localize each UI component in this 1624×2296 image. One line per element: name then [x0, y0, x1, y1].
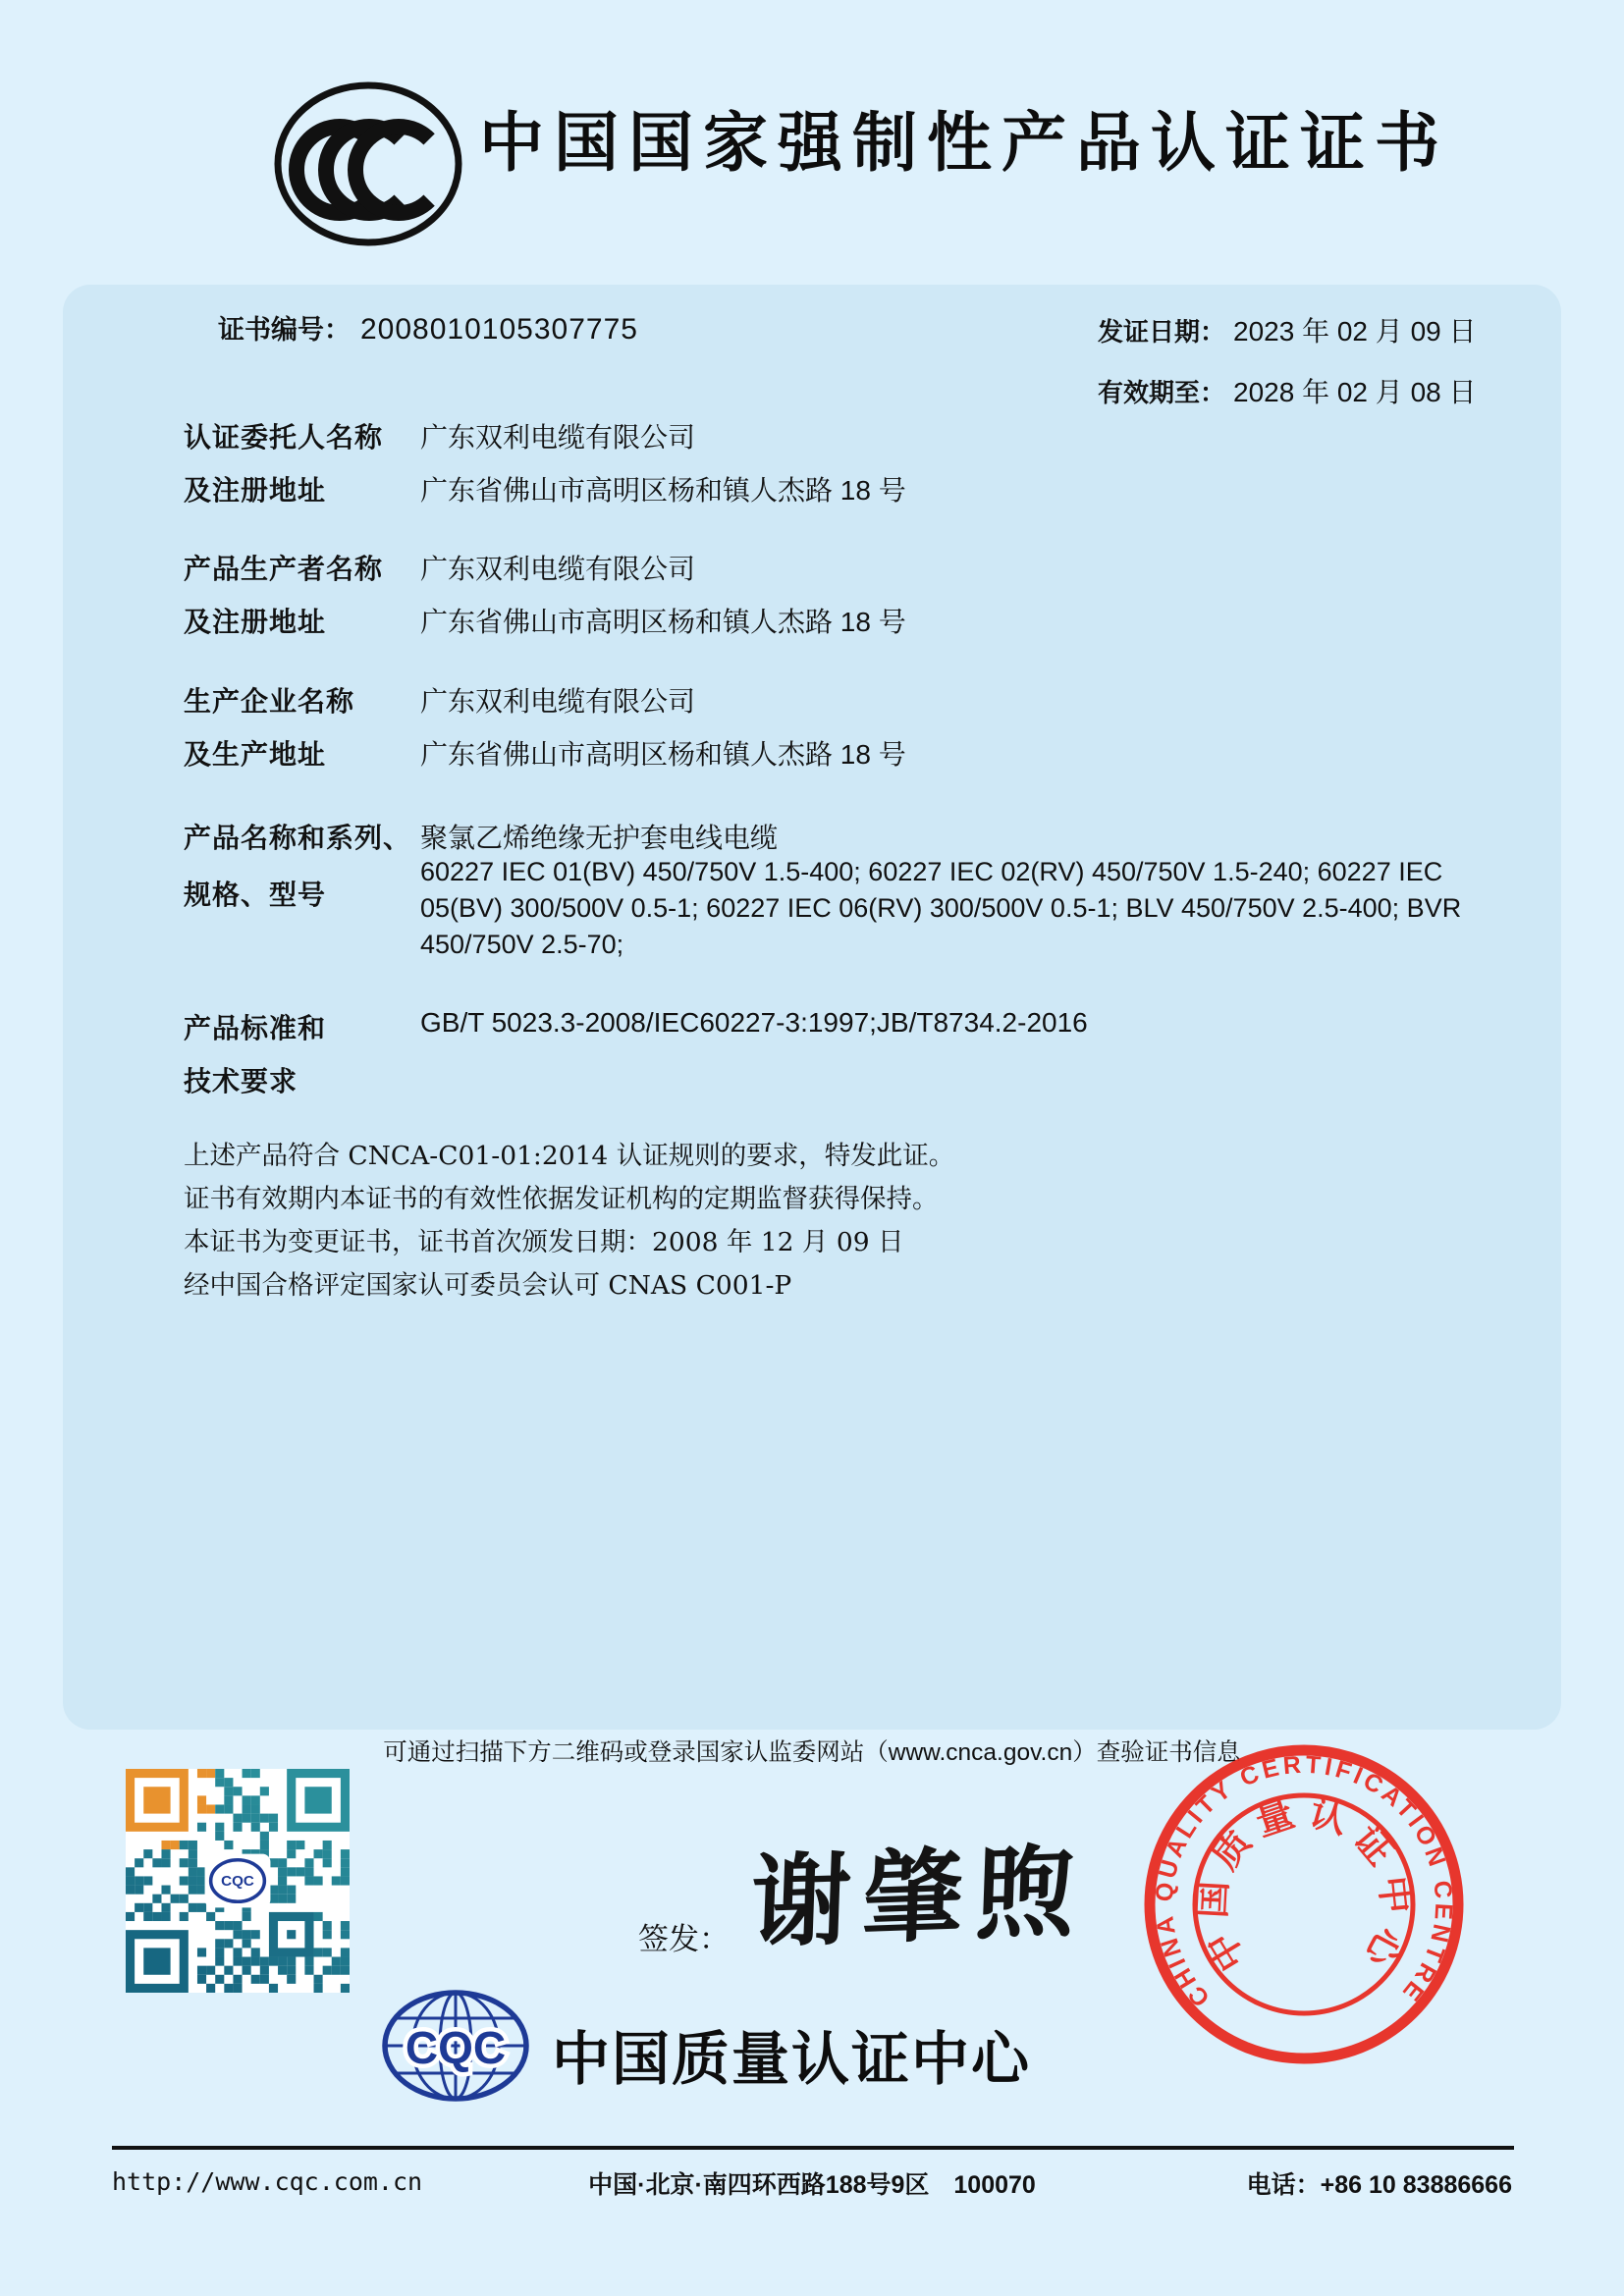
footer-website: http://www.cqc.com.cn: [112, 2167, 423, 2196]
field-row-product: [184, 817, 1578, 993]
ccc-mark-icon: [271, 79, 465, 249]
field-label: 规格、型号: [184, 880, 327, 910]
field-label: 及注册地址: [184, 607, 327, 637]
field-label: 产品生产者名称: [184, 554, 384, 584]
certificate-number-label: 证书编号：: [218, 315, 351, 346]
certificate-dates: [1098, 310, 1477, 410]
signature: 谢肇煦: [748, 1832, 1089, 1963]
svg-text:CQC: CQC: [221, 1873, 254, 1891]
valid-until-label: 有效期至：: [1098, 379, 1226, 408]
statement-line: 上述产品符合 CNCA-C01-01:2014 认证规则的要求，特发此证。: [184, 1141, 955, 1171]
field-row-standards: [184, 1007, 1578, 1115]
issue-date-row: [1098, 310, 1477, 349]
certificate-title: 中国国家强制性产品认证证书: [479, 106, 1449, 179]
issue-date-value: 2023 年 02 月 09 日: [1233, 316, 1477, 347]
valid-until-value: 2028 年 02 月 08 日: [1233, 377, 1477, 407]
field-row-manufacturer: [184, 548, 1578, 656]
field-value: 聚氯乙烯绝缘无护套电线电缆: [420, 823, 779, 853]
field-row-factory: [184, 680, 1578, 788]
certificate-number-row: [218, 308, 638, 347]
field-label: 及注册地址: [184, 475, 327, 506]
certificate-number-value: 2008010105307775: [360, 313, 638, 346]
field-label: 产品标准和: [184, 1013, 327, 1043]
issue-date-label: 发证日期：: [1098, 318, 1226, 347]
cqc-red-stamp: [1135, 1735, 1473, 2073]
field-value: 广东双利电缆有限公司: [420, 686, 696, 717]
field-label: 生产企业名称: [184, 686, 355, 717]
qr-verification-note: 可通过扫描下方二维码或登录国家认监委网站（www.cnca.gov.cn）查验证书信息: [383, 1739, 1241, 1766]
svg-text:中国质量认证中心: [1192, 1792, 1416, 1978]
statements-block: [184, 1135, 954, 1308]
field-label: 技术要求: [184, 1066, 298, 1096]
field-label: 及生产地址: [184, 739, 327, 770]
signed-by-label: 签发：: [638, 1922, 730, 1957]
field-value: 广东省佛山市高明区杨和镇人杰路 18 号: [420, 739, 906, 770]
footer-phone: 电话：+86 10 83886666: [1246, 2171, 1512, 2199]
stamp-ring-text: CHINA QUALITY CERTIFICATION CENTRE: [1150, 1750, 1458, 2012]
verification-qr-code: [126, 1769, 350, 1993]
field-row-applicant: [184, 416, 1578, 524]
valid-until-row: [1098, 371, 1477, 410]
statement-line: 证书有效期内本证书的有效性依据发证机构的定期监督获得保持。: [184, 1184, 939, 1214]
statement-line: 经中国合格评定国家认可委员会认可 CNAS C001-P: [184, 1270, 792, 1301]
footer-address: 中国·北京·南四环西路188号9区 100070: [588, 2171, 1036, 2199]
certificate-body-panel: [63, 285, 1561, 1730]
field-label: 产品名称和系列、: [184, 823, 412, 853]
footer-divider: [112, 2146, 1514, 2150]
cqc-globe-icon: [381, 1989, 530, 2103]
cqc-org-name: 中国质量认证中心: [552, 2027, 1032, 2092]
field-value: 广东双利电缆有限公司: [420, 422, 696, 453]
field-value-models: 60227 IEC 01(BV) 450/750V 1.5-400; 60227 IEC 02(RV) 450/750V 1.5-240; 60227 IEC 05(BV) 300/500V 0.5-1; 60227 IEC 06(RV) 300/500V 0.5-1; BLV 450/750V 2.5-400; BVR 450/750V 2.5-70;: [420, 857, 1462, 959]
field-value: 广东双利电缆有限公司: [420, 554, 696, 584]
cqc-acronym: CQC: [405, 2022, 507, 2073]
field-label: 认证委托人名称: [184, 422, 384, 453]
field-value: 广东省佛山市高明区杨和镇人杰路 18 号: [420, 607, 906, 637]
field-value: 广东省佛山市高明区杨和镇人杰路 18 号: [420, 475, 906, 506]
statement-line: 本证书为变更证书，证书首次颁发日期：2008 年 12 月 09 日: [184, 1227, 904, 1257]
field-value: GB/T 5023.3-2008/IEC60227-3:1997;JB/T8734.2-2016: [420, 1007, 1088, 1038]
stamp-inner-text: 中国质量认证中心: [1192, 1792, 1417, 1978]
